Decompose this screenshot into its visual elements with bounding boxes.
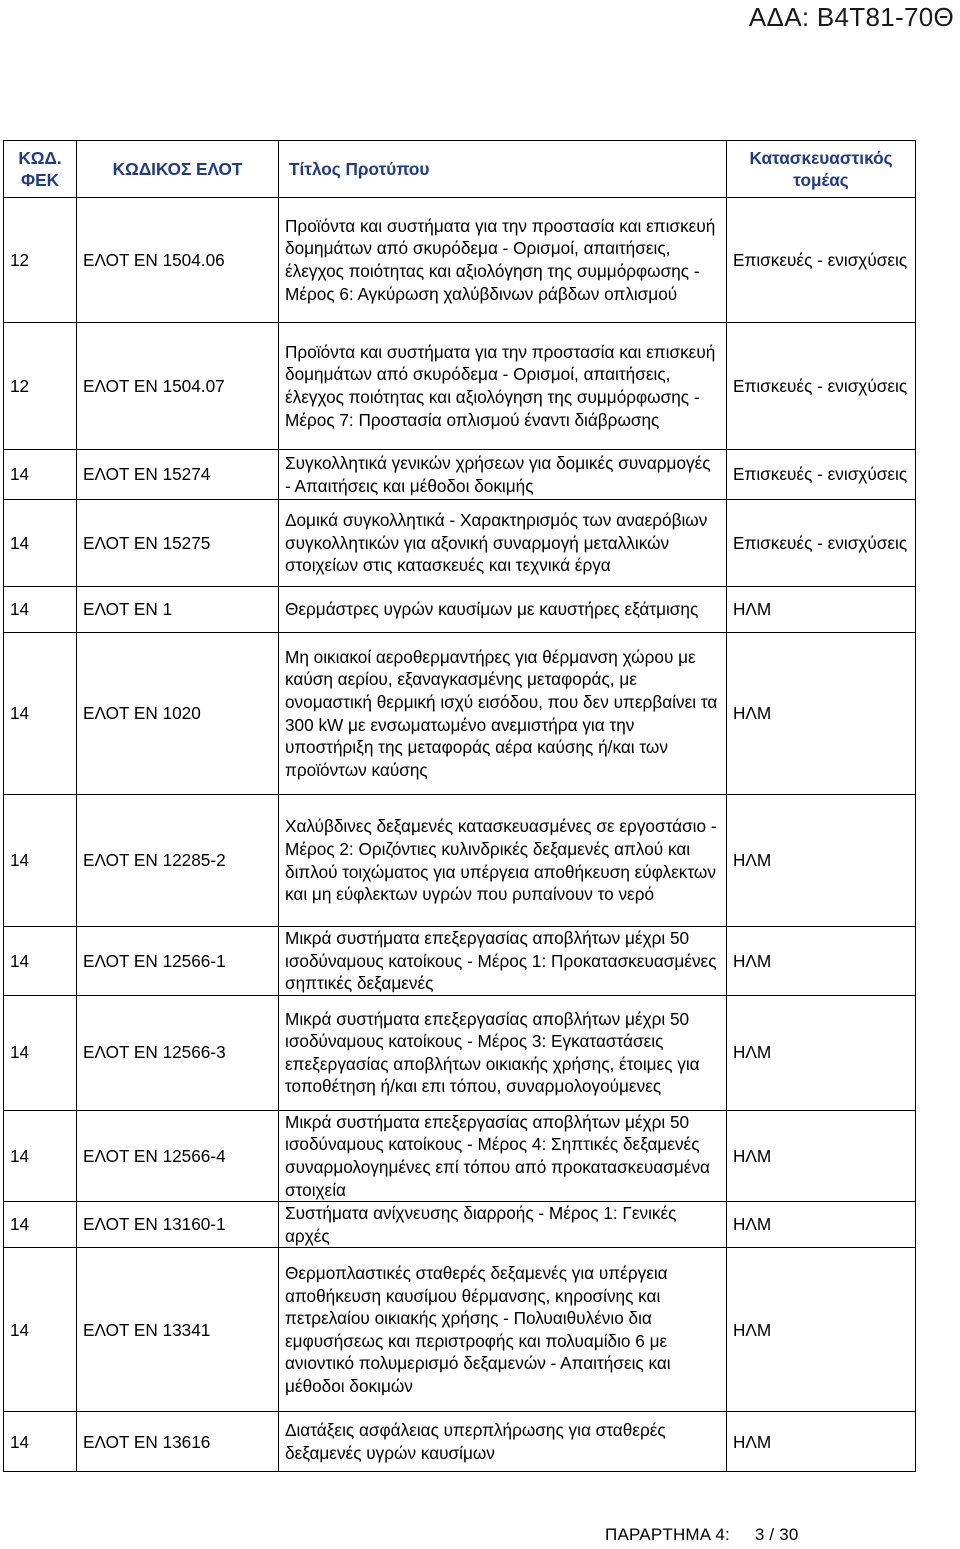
table-row: [4, 1412, 916, 1472]
table-row: [4, 633, 916, 795]
construction-sector-cell: Επισκευές - ενισχύσεις: [727, 450, 916, 500]
construction-sector-cell: ΗΛΜ: [727, 1248, 916, 1412]
table-row: [4, 500, 916, 587]
elot-code-cell: ΕΛΟΤ ΕΝ 12566-1: [77, 927, 279, 996]
elot-code-cell: ΕΛΟΤ ΕΝ 15274: [77, 450, 279, 500]
elot-code-cell: ΕΛΟΤ ΕΝ 13341: [77, 1248, 279, 1412]
page-number: 3 / 30: [754, 1525, 799, 1544]
kod-cell: 14: [4, 500, 77, 587]
standards-table: [3, 140, 916, 1472]
header-elot-code: ΚΩΔΙΚΟΣ ΕΛΟΤ: [77, 141, 279, 198]
standard-title-cell: Θερμάστρες υγρών καυσίμων με καυστήρες εξάτμισης: [279, 587, 727, 633]
standard-title-cell: Δομικά συγκολλητικά - Χαρακτηρισμός των αναερόβιων συγκολλητικών για αξονική συναρμογή μεταλλικών στοιχείων στις κατασκευές και τεχνικά έργα: [279, 500, 727, 587]
construction-sector-cell: ΗΛΜ: [727, 927, 916, 996]
kod-cell: 14: [4, 633, 77, 795]
table-row: [4, 323, 916, 450]
table-row: [4, 1202, 916, 1248]
table-row: [4, 1110, 916, 1201]
table-row: [4, 1248, 916, 1412]
kod-cell: 14: [4, 1110, 77, 1201]
kod-cell: 14: [4, 795, 77, 927]
construction-sector-cell: ΗΛΜ: [727, 1412, 916, 1472]
construction-sector-cell: ΗΛΜ: [727, 633, 916, 795]
construction-sector-cell: ΗΛΜ: [727, 1202, 916, 1248]
kod-cell: 12: [4, 323, 77, 450]
kod-cell: 14: [4, 1248, 77, 1412]
header-construction-sector: Κατασκευαστικός τομέας: [727, 141, 916, 198]
table-row: [4, 450, 916, 500]
standard-title-cell: Θερμοπλαστικές σταθερές δεξαμενές για υπέργεια αποθήκευση καυσίμου θέρμανσης, κηροσίνης και πετρελαίου οικιακής χρήσης - Πολυαιθυλένιο δια εμφυσήσεως και περιστροφής και πολυαμίδιο 6 με ανιοντικό πολυμερισμό δεξαμενών - Απαιτήσεις και μέθοδοι δοκιμών: [279, 1248, 727, 1412]
standard-title-cell: Χαλύβδινες δεξαμενές κατασκευασμένες σε εργοστάσιο - Μέρος 2: Οριζόντιες κυλινδρικές δεξαμενές απλού και διπλού τοιχώματος για υπέργεια αποθήκευση εύφλεκτων και μη εύφλεκτων υγρών που ρυπαίνουν το νερό: [279, 795, 727, 927]
kod-cell: 14: [4, 927, 77, 996]
elot-code-cell: ΕΛΟΤ ΕΝ 13160-1: [77, 1202, 279, 1248]
table-row: [4, 927, 916, 996]
kod-cell: 14: [4, 450, 77, 500]
standard-title-cell: Μικρά συστήματα επεξεργασίας αποβλήτων μέχρι 50 ισοδύναμους κατοίκους - Μέρος 1: Προκατασκευασμένες σηπτικές δεξαμενές: [279, 927, 727, 996]
ada-code: ΑΔΑ: Β4Τ81-70Θ: [748, 2, 954, 32]
construction-sector-cell: ΗΛΜ: [727, 795, 916, 927]
standard-title-cell: Διατάξεις ασφάλειας υπερπλήρωσης για σταθερές δεξαμενές υγρών καυσίμων: [279, 1412, 727, 1472]
standard-title-cell: Μικρά συστήματα επεξεργασίας αποβλήτων μέχρι 50 ισοδύναμους κατοίκους - Μέρος 3: Εγκαταστάσεις επεξεργασίας αποβλήτων οικιακής χρήσης, έτοιμες για τοποθέτηση ή/και επι τόπου, συναρμολογούμενες: [279, 995, 727, 1110]
annex-label: ΠΑΡΑΡΤΗΜΑ 4:: [605, 1525, 730, 1544]
elot-code-cell: ΕΛΟΤ ΕΝ 1504.07: [77, 323, 279, 450]
construction-sector-cell: ΗΛΜ: [727, 995, 916, 1110]
kod-cell: 12: [4, 198, 77, 323]
standard-title-cell: Μικρά συστήματα επεξεργασίας αποβλήτων μέχρι 50 ισοδύναμους κατοίκους - Μέρος 4: Σηπτικές δεξαμενές συναρμολογημένες επί τόπου από προκατασκευασμένα στοιχεία: [279, 1110, 727, 1201]
elot-code-cell: ΕΛΟΤ ΕΝ 1: [77, 587, 279, 633]
construction-sector-cell: Επισκευές - ενισχύσεις: [727, 500, 916, 587]
kod-cell: 14: [4, 587, 77, 633]
standard-title-cell: Συστήματα ανίχνευσης διαρροής - Μέρος 1: Γενικές αρχές: [279, 1202, 727, 1248]
kod-cell: 14: [4, 1202, 77, 1248]
elot-code-cell: ΕΛΟΤ ΕΝ 12566-3: [77, 995, 279, 1110]
header-standard-title: Τίτλος Προτύπου: [279, 141, 727, 198]
elot-code-cell: ΕΛΟΤ ΕΝ 12566-4: [77, 1110, 279, 1201]
kod-cell: 14: [4, 995, 77, 1110]
page-footer: [605, 1525, 799, 1545]
elot-code-cell: ΕΛΟΤ ΕΝ 1020: [77, 633, 279, 795]
table-row: [4, 198, 916, 323]
standard-title-cell: Μη οικιακοί αεροθερμαντήρες για θέρμανση χώρου με καύση αερίου, εξαναγκασμένης μεταφοράς, με ονομαστική θερμική ισχύ εισόδου, που δεν υπερβαίνει τα 300 kW με ενσωματωμένο ανεμιστήρα για την υποστήριξη της μεταφοράς αέρα καύσης ή/και των προϊόντων καύσης: [279, 633, 727, 795]
elot-code-cell: ΕΛΟΤ ΕΝ 13616: [77, 1412, 279, 1472]
table-row: [4, 995, 916, 1110]
standard-title-cell: Προϊόντα και συστήματα για την προστασία και επισκευή δομημάτων από σκυρόδεμα - Ορισμοί, απαιτήσεις, έλεγχος ποιότητας και αξιολόγηση της συμμόρφωσης - Μέρος 6: Αγκύρωση χαλύβδινων ράβδων οπλισμού: [279, 198, 727, 323]
table-row: [4, 587, 916, 633]
standard-title-cell: Προϊόντα και συστήματα για την προστασία και επισκευή δομημάτων από σκυρόδεμα - Ορισμοί, απαιτήσεις, έλεγχος ποιότητας και αξιολόγηση της συμμόρφωσης - Μέρος 7: Προστασία οπλισμού έναντι διάβρωσης: [279, 323, 727, 450]
kod-cell: 14: [4, 1412, 77, 1472]
header-kod-fek: ΚΩΔ. ΦΕΚ: [4, 141, 77, 198]
elot-code-cell: ΕΛΟΤ ΕΝ 15275: [77, 500, 279, 587]
elot-code-cell: ΕΛΟΤ ΕΝ 1504.06: [77, 198, 279, 323]
construction-sector-cell: Επισκευές - ενισχύσεις: [727, 323, 916, 450]
table-row: [4, 795, 916, 927]
table-header-row: [4, 141, 916, 198]
construction-sector-cell: ΗΛΜ: [727, 1110, 916, 1201]
construction-sector-cell: Επισκευές - ενισχύσεις: [727, 198, 916, 323]
standard-title-cell: Συγκολλητικά γενικών χρήσεων για δομικές συναρμογές - Απαιτήσεις και μέθοδοι δοκιμής: [279, 450, 727, 500]
elot-code-cell: ΕΛΟΤ ΕΝ 12285-2: [77, 795, 279, 927]
construction-sector-cell: ΗΛΜ: [727, 587, 916, 633]
